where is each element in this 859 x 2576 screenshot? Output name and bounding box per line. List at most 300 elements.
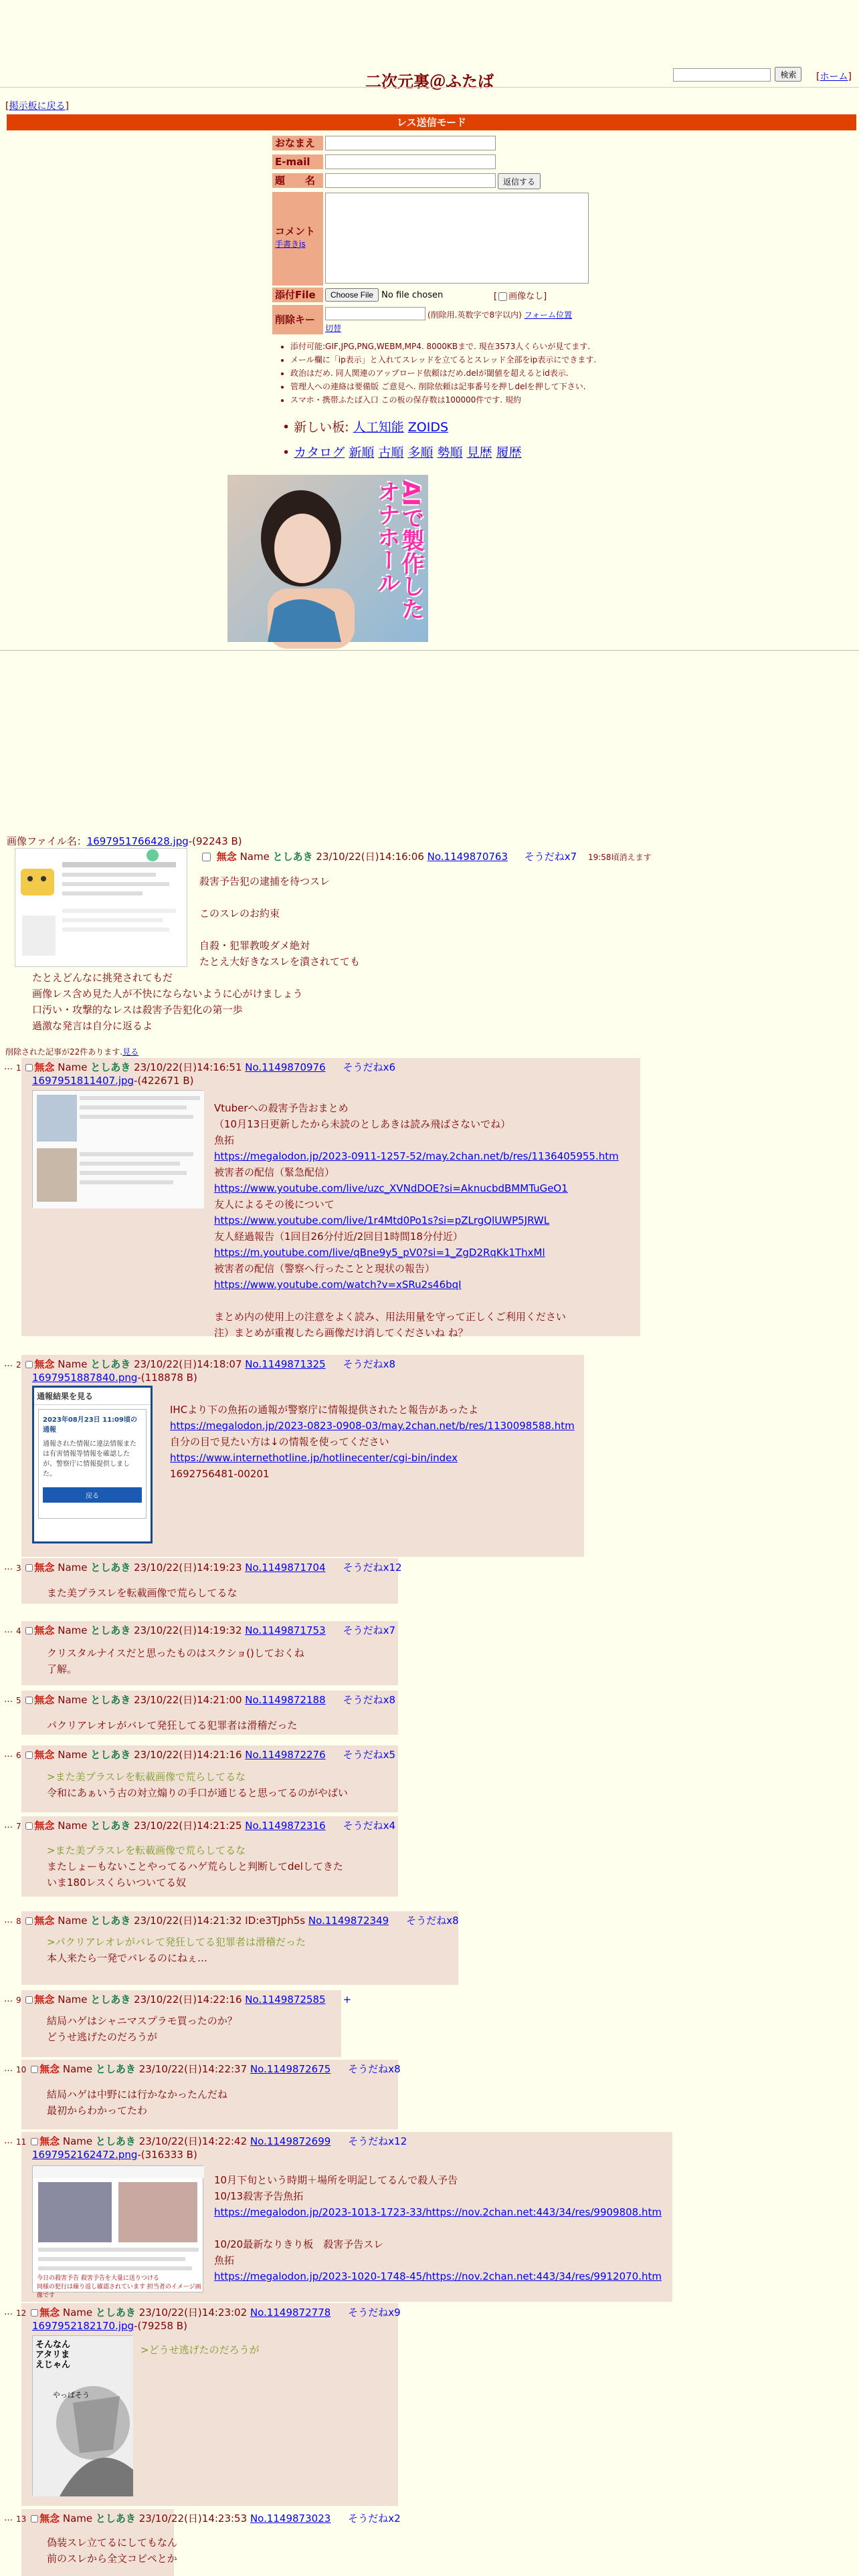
reply-link[interactable]: https://megalodon.jp/2023-1013-1723-33/https://nov.2chan.net:443/34/res/9909808.htm <box>214 2206 662 2218</box>
thumb-caption <box>37 2273 203 2299</box>
reply-subject: 無念 <box>34 1694 55 1706</box>
reply-line: （10月13日更新したから未読のとしあきは読み飛ばさないでね） <box>214 1118 511 1130</box>
reply-line: 魚拓 <box>214 2254 235 2266</box>
reply-line: またしょーもないことやってるハゲ荒らしと判断してdelしてきた <box>47 1860 343 1872</box>
omitted-note <box>5 1046 138 1057</box>
reply-link[interactable]: https://www.youtube.com/watch?v=xSRu2s46bqI <box>214 1279 462 1291</box>
reply-thumbnail[interactable] <box>32 2335 132 2496</box>
reply-index: 3 <box>16 1564 21 1573</box>
name-label: おなまえ <box>272 136 323 150</box>
comment-label <box>272 192 323 286</box>
reply-thumbnail[interactable] <box>32 2165 203 2299</box>
sort-old-link[interactable]: 古順 <box>378 445 404 460</box>
reply-link[interactable]: https://m.youtube.com/live/qBne9y5_pV0?si=1_ZgD2RqKk1ThxMl <box>214 1247 545 1259</box>
rule-item: • 政治はだめ. 同人関連のアップロード依頼はだめ.delが閾値を超えるとid表示. <box>290 366 625 380</box>
op-thumbnail[interactable] <box>15 848 187 967</box>
reply-line <box>214 1245 619 1261</box>
ad-text: AIで製作したオナホール <box>373 480 424 620</box>
no-image-wrap: [ 画像なし] <box>494 292 547 302</box>
reply-marker: … <box>4 1695 13 1705</box>
reply-marker: … <box>4 1915 13 1925</box>
reply-file-info <box>32 1075 193 1087</box>
delete-note <box>427 309 572 320</box>
reply-line <box>214 1293 619 1309</box>
reply-body <box>47 2086 227 2119</box>
reply-name-label: Name <box>58 1694 88 1706</box>
op-line: 殺害予告犯の逮捕を待つスレ <box>199 875 330 887</box>
reply-name: としあき <box>95 2512 136 2525</box>
reply-header <box>16 2063 401 2076</box>
reply-date: 23/10/22(日)14:22:42 <box>138 2135 248 2147</box>
op-file-info <box>7 834 242 848</box>
reply-name: としあき <box>90 1562 131 1574</box>
op-line: たとえ大好きなスレを潰されてても <box>199 956 361 968</box>
thumb-screenshot-image <box>33 1091 204 1208</box>
reply-post-number[interactable]: No.1149872349 <box>308 1915 389 1927</box>
reply-name: としあき <box>90 1694 131 1706</box>
reply-body <box>47 1645 304 1677</box>
subject-input[interactable] <box>325 173 496 188</box>
thumb-line: 殺害予告を大量に送りつける <box>80 2275 159 2282</box>
op-name-label: Name <box>240 851 270 863</box>
omitted-show-link[interactable]: 見る <box>122 1047 139 1057</box>
reply-post-number[interactable]: No.1149872316 <box>245 1820 326 1832</box>
reply-name-label: Name <box>58 1994 88 2006</box>
reply-post-number[interactable]: No.1149871325 <box>245 1358 326 1370</box>
thumb-caption-2 <box>37 2282 203 2299</box>
reply-line: また美プラスレを転載画像で荒らしてるな <box>47 1587 237 1599</box>
sodane-button[interactable]: そうだねx8 <box>348 2063 401 2075</box>
reply-file-size: -(79258 B) <box>134 2320 187 2332</box>
new-boards: • 新しい板: 人工知能 ZOIDS <box>282 420 449 435</box>
reply-body <box>140 2342 260 2358</box>
reply-line <box>214 1148 619 1164</box>
reply-body <box>47 1769 348 1801</box>
reply-file-link[interactable]: 1697952182170.jpg <box>32 2320 134 2332</box>
sort-new-link[interactable]: 新順 <box>349 445 375 460</box>
reply-subject: 無念 <box>34 1624 55 1636</box>
reply-marker: … <box>4 1625 13 1635</box>
reply-line <box>214 2204 662 2220</box>
sodane-button[interactable]: そうだねx8 <box>343 1694 396 1706</box>
reply-name: としあき <box>90 1915 131 1927</box>
reply-line: IHCより下の魚拓の通報が警察庁に情報提供されたと報告があったよ <box>170 1404 479 1416</box>
thumb-line: そんなんアタリまえじゃん <box>35 2340 71 2370</box>
reply-checkbox[interactable] <box>31 2309 38 2317</box>
subject-label: 題 名 <box>272 173 323 188</box>
reply-line: 前のスレから全文コピペとか <box>47 2553 177 2565</box>
ad-divider <box>0 650 859 651</box>
sodane-button[interactable]: そうだねx5 <box>343 1749 396 1761</box>
switch-wrap <box>325 322 341 334</box>
reply-line: クリスタルナイスだと思ったものはスクショ()しておくね <box>47 1647 304 1659</box>
reply-name: としあき <box>90 1820 131 1832</box>
reply-mode-bar: レス送信モード <box>7 114 856 130</box>
reply-line <box>214 2220 662 2236</box>
thumb-line: 担当者のイメージ画像です <box>37 2284 201 2299</box>
reply-post-number[interactable]: No.1149871704 <box>245 1562 326 1574</box>
reply-header <box>16 1749 395 1761</box>
op-file-label: 画像ファイル名： <box>7 835 87 847</box>
reply-line <box>214 1212 619 1228</box>
reply-date: 23/10/22(日)14:21:00 <box>134 1694 242 1706</box>
reply-subject: 無念 <box>34 1562 55 1574</box>
reply-name: としあき <box>90 1749 131 1761</box>
reply-name-label: Name <box>58 1820 88 1832</box>
reply-body <box>47 2535 177 2567</box>
op-line: たとえどんなに挑発されてもだ <box>32 972 173 984</box>
catalog-links: • カタログ 新順 古順 多順 勢順 見歴 履歴 <box>282 445 522 460</box>
reply-header <box>16 1915 459 1927</box>
reply-line: 友人経過報告（1回目26分付近/2回目1時間18分付近） <box>214 1230 463 1243</box>
reply-date: 23/10/22(日)14:21:16 <box>134 1749 242 1761</box>
reply-name: としあき <box>95 2063 136 2075</box>
reply-header <box>16 1820 395 1832</box>
reply-file-info <box>32 2320 187 2332</box>
reply-subject: 無念 <box>39 2512 60 2525</box>
reply-link[interactable]: https://megalodon.jp/2023-0823-0908-03/may.2chan.net/b/res/1130098588.htm <box>170 1420 575 1432</box>
reply-name: としあき <box>90 1061 131 1073</box>
reply-line: 結局ハゲは中野には行かなかったんだね <box>47 2088 228 2101</box>
sodane-button[interactable]: そうだねx2 <box>348 2512 401 2525</box>
reply-name-label: Name <box>58 1915 88 1927</box>
op-body-bottom <box>32 970 303 1034</box>
op-file-size: -(92243 B) <box>188 835 242 847</box>
reply-line: 結局ハゲはシャニマスプラモ買ったのか？ <box>47 2015 237 2027</box>
op-date: 23/10/22(日)14:16:06 <box>316 851 424 863</box>
op-checkbox[interactable] <box>202 853 211 861</box>
reply-line: 被害者の配信（緊急配信） <box>214 1166 335 1178</box>
thumb-line: 今日の殺害予告 <box>37 2275 80 2282</box>
reply-date: 23/10/22(日)14:18:07 <box>134 1358 242 1370</box>
reply-marker: … <box>4 1749 13 1759</box>
reply-line <box>170 1450 575 1466</box>
op-line: 口汚い・攻撃的なレスは殺害予告犯化の第一歩 <box>32 1004 243 1016</box>
reply-index: 8 <box>16 1917 21 1926</box>
reply-line: どうせ逃げたのだろうが <box>47 2031 158 2043</box>
reply-name: としあき <box>95 2306 136 2319</box>
form-position-link[interactable]: フォーム位置 <box>524 310 573 320</box>
reply-quote: >パクリアレオレがバレて発狂してる犯罪者は滑稽だった <box>47 1936 306 1948</box>
reply-marker: … <box>4 2136 13 2146</box>
reply-index: 4 <box>16 1626 21 1636</box>
reply-file-size: -(118878 B) <box>137 1372 197 1384</box>
op-file-link[interactable]: 1697951766428.jpg <box>86 835 189 847</box>
sodane-button[interactable]: そうだねx7 <box>343 1624 396 1636</box>
reply-checkbox[interactable] <box>25 1996 33 2004</box>
op-subject: 無念 <box>216 851 237 863</box>
file-choose-button[interactable]: Choose File <box>325 288 379 302</box>
sodane-button[interactable]: そうだねx12 <box>348 2135 407 2147</box>
reply-marker: … <box>4 2064 13 2074</box>
reply-quote: >また美プラスレを転載画像で荒らしてるな <box>47 1844 246 1856</box>
ad-banner[interactable] <box>227 475 428 642</box>
no-image-label: 画像なし <box>508 292 544 302</box>
sodane-button[interactable]: そうだねx4 <box>343 1820 396 1832</box>
reply-name: としあき <box>95 2135 136 2147</box>
reply-subject: 無念 <box>34 1915 55 1927</box>
reply-subject: 無念 <box>39 2135 60 2147</box>
reply-body <box>214 2172 662 2284</box>
reply-name-label: Name <box>62 2135 93 2147</box>
op-line: 画像レス含め見た人が不快にならないように心がけましょう <box>32 988 303 1000</box>
reply-date: 23/10/22(日)14:22:37 <box>138 2063 248 2075</box>
reply-body <box>214 1100 619 1341</box>
search-input[interactable] <box>673 68 771 82</box>
reply-quote: >また美プラスレを転載画像で荒らしてるな <box>47 1771 246 1783</box>
reply-name: としあき <box>90 1358 131 1370</box>
reply-body <box>47 1717 297 1733</box>
thumb-line: やっぱそう <box>53 2391 90 2399</box>
reply-file-info <box>32 2149 197 2161</box>
reply-date: 23/10/22(日)14:23:02 <box>138 2306 248 2319</box>
reply-name-label: Name <box>62 2512 93 2525</box>
reply-date: 23/10/22(日)14:23:53 <box>138 2512 248 2525</box>
reply-checkbox[interactable] <box>25 1361 33 1368</box>
reply-marker: … <box>4 1062 13 1072</box>
reply-marker: … <box>4 1994 13 2004</box>
reply-line: 了解。 <box>47 1663 78 1675</box>
comment-label-text: コメント <box>275 225 316 237</box>
sort-momentum-link[interactable]: 勢順 <box>437 445 463 460</box>
delete-key-input[interactable] <box>325 307 425 320</box>
reply-post-number[interactable]: No.1149872188 <box>245 1694 326 1706</box>
handwriting-js-link[interactable]: js <box>299 239 306 249</box>
reply-index: 2 <box>16 1360 21 1370</box>
reply-line: 自分の目で見たい方は↓の情報を使ってください <box>170 1436 389 1448</box>
reply-date: 23/10/22(日)14:22:16 <box>134 1994 242 2006</box>
reply-marker: … <box>4 2513 13 2523</box>
reply-body <box>170 1402 575 1482</box>
reply-line: いま180レスくらいついてる奴 <box>47 1876 187 1889</box>
reply-index: 5 <box>16 1696 21 1705</box>
reply-header <box>16 1694 395 1707</box>
reply-link[interactable]: https://www.youtube.com/live/1r4Mtd0Po1s?si=pZLrgQlUWP5JRWL <box>214 1214 550 1226</box>
sodane-button[interactable]: そうだねx8 <box>343 1358 396 1370</box>
reply-thumbnail[interactable] <box>32 1386 153 1543</box>
reply-subject: 無念 <box>39 2063 60 2075</box>
reply-subject: 無念 <box>39 2306 60 2319</box>
op-line: 自殺・犯罪教唆ダメ絶対 <box>199 940 310 952</box>
thumb-card <box>38 1409 147 1519</box>
reply-subject: 無念 <box>34 1061 55 1073</box>
reply-line: 友人によるその後について <box>214 1198 335 1210</box>
reply-id: ID:e3TJph5s <box>245 1915 306 1927</box>
thumb-line: 同様の犯行は繰り返し確認されています <box>37 2284 146 2290</box>
search-button[interactable]: 検索 <box>775 67 801 82</box>
reply-subject: 無念 <box>34 1994 55 2006</box>
reply-marker: … <box>4 2307 13 2317</box>
reply-index: 10 <box>16 2065 27 2074</box>
reply-line: まとめ内の使用上の注意をよく読み、用法用量を守って正しくご利用ください <box>214 1311 566 1323</box>
board-back-link[interactable]: 掲示板に戻る <box>9 101 66 112</box>
reply-name: としあき <box>90 1994 131 2006</box>
rule-item: • メール欄に「ip表示」と入れてスレッドを立てるとスレッド全部をip表示にできます. <box>290 353 625 366</box>
reply-name-label: Name <box>58 1749 88 1761</box>
reply-index: 13 <box>16 2514 27 2524</box>
thumb-title: 通報結果を見る <box>34 1388 151 1405</box>
reply-line: Vtuberへの殺害予告おまとめ <box>214 1102 349 1114</box>
reply-checkbox[interactable] <box>31 2066 38 2073</box>
reply-thumbnail[interactable] <box>32 1090 203 1208</box>
reply-body <box>47 1585 237 1601</box>
thumb-back-button: 戻る <box>43 1487 142 1503</box>
reply-checkbox[interactable] <box>25 1917 33 1925</box>
reply-quote: >どうせ逃げたのだろうが <box>140 2344 260 2356</box>
thumb-line: 2023年08月23日 11:09頃の通報 <box>43 1416 137 1434</box>
reply-subject: 無念 <box>34 1749 55 1761</box>
sodane-button[interactable]: そうだねx8 <box>406 1915 459 1927</box>
reply-line: 10/20最新なりきり板 殺害予告スレ <box>214 2238 384 2250</box>
catalog-link[interactable]: カタログ <box>294 445 345 460</box>
reply-line: 注）まとめが重複したら画像だけ消してくださいね ね？ <box>214 1327 468 1339</box>
reply-line: 最初からわかってたわ <box>47 2105 148 2117</box>
reply-line <box>214 2268 662 2284</box>
reply-post-number[interactable]: No.1149872699 <box>250 2135 331 2147</box>
reply-link[interactable]: https://www.internethotline.jp/hotlinecenter/cgi-bin/index <box>170 1452 458 1464</box>
reply-date: 23/10/22(日)14:19:23 <box>134 1562 242 1574</box>
reply-link[interactable]: https://megalodon.jp/2023-1020-1748-45/https://nov.2chan.net:443/34/res/9912070.htm <box>214 2270 662 2282</box>
omitted-text: 削除された記事が22件あります. <box>5 1047 123 1057</box>
reply-index: 1 <box>16 1063 21 1073</box>
reply-date: 23/10/22(日)14:21:32 <box>134 1915 242 1927</box>
reply-post-number[interactable]: No.1149870976 <box>245 1061 326 1073</box>
reply-marker: … <box>4 1562 13 1572</box>
no-image-checkbox[interactable] <box>498 292 507 301</box>
sodane-button[interactable]: そうだねx6 <box>343 1061 396 1073</box>
reply-date: 23/10/22(日)14:16:51 <box>134 1061 242 1073</box>
reply-line: パクリアレオレがバレて発狂してる犯罪者は滑稽だった <box>47 1719 298 1731</box>
reply-post-number[interactable]: No.1149872778 <box>250 2306 331 2319</box>
reply-link[interactable]: https://www.youtube.com/live/uzc_XVNdDOE?si=AknucbdBMMTuGeO1 <box>214 1182 568 1194</box>
reply-post-number[interactable]: No.1149873023 <box>250 2512 331 2525</box>
reply-file-link[interactable]: 1697951811407.jpg <box>32 1075 134 1087</box>
reply-subject: 無念 <box>34 1358 55 1370</box>
reply-checkbox[interactable] <box>31 2515 38 2523</box>
reply-post-number[interactable]: No.1149872276 <box>245 1749 326 1761</box>
reply-header <box>16 1061 395 1074</box>
file-status: No file chosen <box>381 290 444 300</box>
reply-file-link[interactable]: 1697952162472.png <box>32 2149 138 2161</box>
reply-subject: 無念 <box>34 1820 55 1832</box>
thumb-line: 通報された情報に違法情報または有害情報等情報を確認したが、警察庁に情報提供しました。 <box>43 1440 136 1478</box>
search-form <box>673 67 801 82</box>
reply-post-number[interactable]: No.1149872585 <box>245 1994 326 2006</box>
new-board-link[interactable]: ZOIDS <box>407 420 449 435</box>
rule-item: • 添付可能:GIF,JPG,PNG,WEBM,MP4. 8000KBまで. 現在3573人くらいが見てます. <box>290 340 625 353</box>
new-board-link[interactable]: 人工知能 <box>353 420 404 435</box>
reply-name-label: Name <box>58 1624 88 1636</box>
home-link-wrap: [ホーム] <box>816 72 852 82</box>
reply-body <box>47 1934 306 1966</box>
reply-header <box>16 2512 401 2525</box>
email-label: E-mail <box>272 154 323 169</box>
handwriting-link[interactable]: 手書き <box>275 239 300 249</box>
delete-key-label: 削除キー <box>272 305 323 334</box>
reply-file-link[interactable]: 1697951887840.png <box>32 1372 138 1384</box>
email-input[interactable] <box>325 154 496 169</box>
sodane-button[interactable]: そうだねx9 <box>348 2306 401 2319</box>
reply-line: 1692756481-00201 <box>170 1468 270 1480</box>
sodane-button[interactable]: + <box>343 1994 352 2006</box>
reply-index: 9 <box>16 1996 21 2005</box>
reply-line <box>214 1180 619 1196</box>
site-title: 二次元裏＠ふたば <box>365 72 494 91</box>
reply-post-number[interactable]: No.1149871753 <box>245 1624 326 1636</box>
view-history-link[interactable]: 見歴 <box>466 445 492 460</box>
reply-name: としあき <box>90 1624 131 1636</box>
switch-link[interactable]: 切替 <box>325 324 342 333</box>
op-sodane-button[interactable]: そうだねx7 <box>524 851 577 863</box>
reply-link[interactable]: https://megalodon.jp/2023-0911-1257-52/may.2chan.net/b/res/1136405955.htm <box>214 1150 619 1162</box>
name-input[interactable] <box>325 136 496 150</box>
op-line <box>199 922 360 938</box>
reply-line: 10月下旬という時期＋場所を明記してるんで殺人予告 <box>214 2174 458 2186</box>
reply-header <box>16 1994 351 2006</box>
reply-line: 魚拓 <box>214 1134 235 1146</box>
reply-file-size: -(316333 B) <box>137 2149 197 2161</box>
delete-note-text: (削除用.英数字で8字以内) <box>427 310 522 320</box>
sodane-button[interactable]: そうだねx12 <box>343 1562 402 1574</box>
reply-name-label: Name <box>58 1562 88 1574</box>
board-back-wrap: [掲示板に戻る] <box>5 101 69 112</box>
op-expire: 19:58頃消えます <box>587 853 652 862</box>
reply-checkbox[interactable] <box>25 1627 33 1634</box>
reply-name-label: Name <box>58 1061 88 1073</box>
reply-line <box>170 1418 575 1434</box>
reply-body <box>47 1842 343 1891</box>
reply-line: 偽装スレ立てるにしてもなん <box>47 2537 178 2549</box>
submit-button[interactable]: 返信する <box>498 173 541 189</box>
file-picker <box>325 288 443 302</box>
new-boards-label: 新しい板: <box>294 420 349 435</box>
reply-marker: … <box>4 1820 13 1830</box>
rule-item: • スマホ・携帯ふたば入口 この板の保存数は100000件です. 規約 <box>290 393 625 407</box>
reply-checkbox[interactable] <box>25 1751 33 1759</box>
op-line: このスレのお約束 <box>199 907 280 920</box>
reply-header <box>16 1358 395 1371</box>
sort-many-link[interactable]: 多順 <box>407 445 434 460</box>
op-post-number[interactable]: No.1149870763 <box>427 851 508 863</box>
reply-file-info <box>32 1372 197 1384</box>
reply-checkbox[interactable] <box>25 1564 33 1572</box>
history-link[interactable]: 履歴 <box>496 445 522 460</box>
reply-name-label: Name <box>62 2063 93 2075</box>
reply-name-label: Name <box>58 1358 88 1370</box>
reply-date: 23/10/22(日)14:19:32 <box>134 1624 242 1636</box>
reply-post-number[interactable]: No.1149872675 <box>250 2063 331 2075</box>
home-link[interactable]: ホーム <box>820 72 848 82</box>
op-header <box>202 851 652 863</box>
reply-index: 7 <box>16 1822 21 1831</box>
reply-header <box>16 2135 407 2148</box>
reply-date: 23/10/22(日)14:21:25 <box>134 1820 242 1832</box>
reply-header <box>16 1624 395 1637</box>
op-line: 過激な発言は自分に返るよ <box>32 1020 153 1032</box>
reply-file-size: -(422671 B) <box>134 1075 194 1087</box>
reply-line: 本人来たら一発でバレるのにねぇ… <box>47 1952 208 1964</box>
reply-checkbox[interactable] <box>31 2138 38 2145</box>
reply-header <box>16 2306 401 2319</box>
op-name: としあき <box>272 851 313 863</box>
rule-item: • 管理人への連絡は要備版 ご意見へ. 削除依頼は記事番号を押しdelを押して下さい. <box>290 380 625 393</box>
reply-checkbox[interactable] <box>25 1697 33 1704</box>
reply-checkbox[interactable] <box>25 1822 33 1830</box>
comment-textarea[interactable] <box>325 193 589 284</box>
reply-marker: … <box>4 1359 13 1369</box>
reply-checkbox[interactable] <box>25 1064 33 1071</box>
reply-body <box>47 2013 237 2045</box>
